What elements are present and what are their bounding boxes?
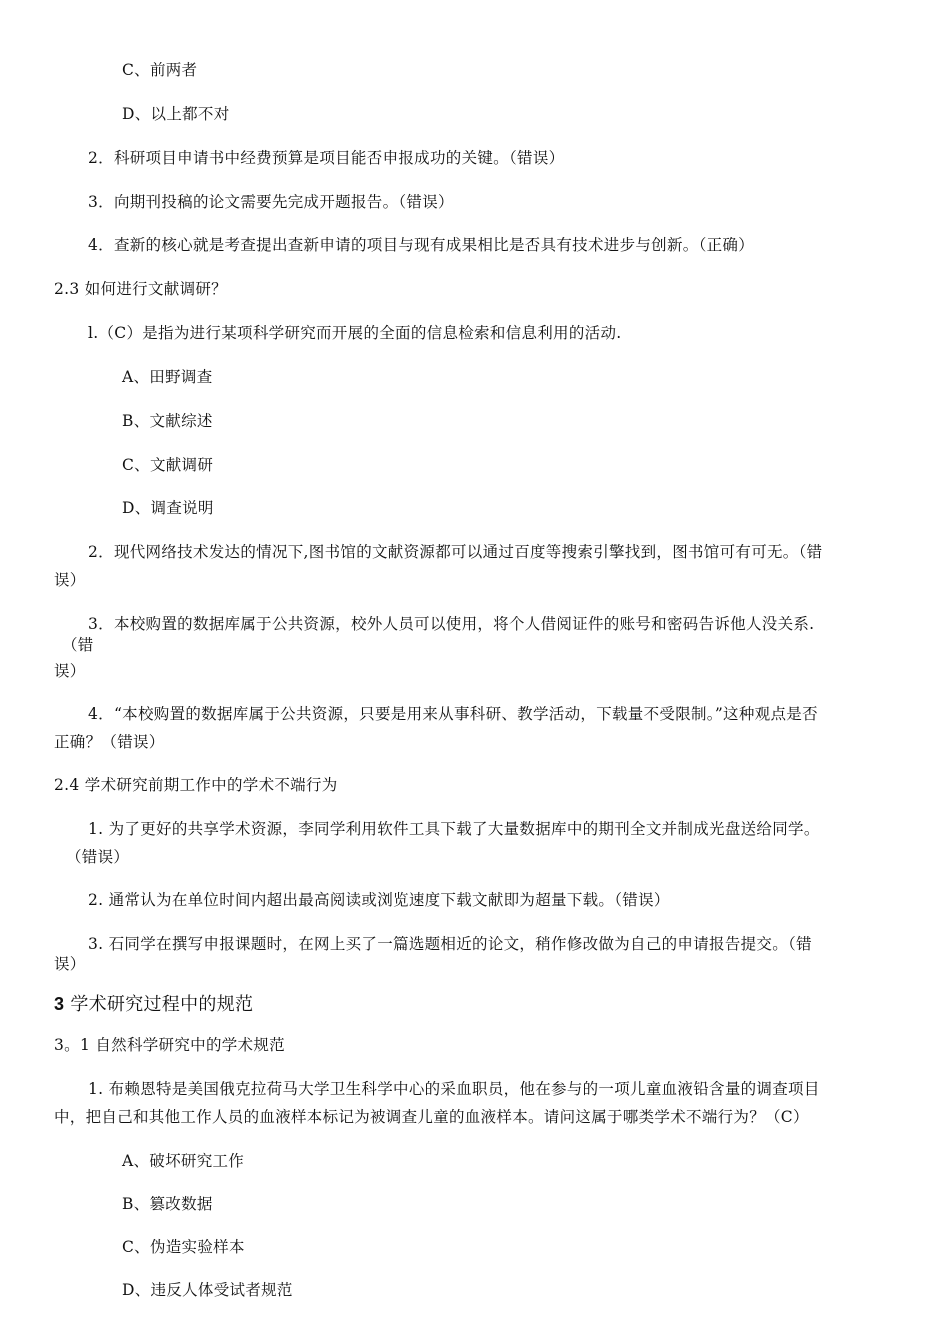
chapter-title: 学术研究过程中的规范 [70,994,254,1015]
option-b-line: B、文献综述 [122,412,213,430]
question-line-continued: 误） [54,662,86,680]
question-line-continued: 误） [54,955,86,973]
question-line: 2．科研项目申请书中经费预算是项目能否申报成功的关键。（错误） [88,149,565,167]
option-b-line: B、篡改数据 [122,1195,213,1213]
question-line-continued: 中，把自己和其他工作人员的血液样本标记为被调查儿童的血液样本。请问这属于哪类学术不端行为？（C） [54,1108,809,1126]
section-heading-2-3: 2.3 如何进行文献调研？ [54,280,227,298]
question-line: 2．现代网络技术发达的情况下,图书馆的文献资源都可以通过百度等搜索引擎找到，图书馆可有可无。（错 [88,543,823,561]
question-line: 4．查新的核心就是考查提出查新申请的项目与现有成果相比是否具有技术进步与创新。（正确） [88,236,755,254]
option-c-line: C、文献调研 [122,456,214,474]
question-line: 3．向期刊投稿的论文需要先完成开题报告。（错误） [88,193,454,211]
option-d-line: D、调查说明 [122,499,214,517]
question-line-continued: 误） [54,571,86,589]
option-a-line: A、破坏研究工作 [122,1152,245,1170]
question-line-continued: 正确？（错误） [54,733,165,751]
option-c-line: C、伪造实验样本 [122,1238,245,1256]
question-line-continued: （错 [62,636,94,654]
section-heading-2-4: 2.4 学术研究前期工作中的学术不端行为 [54,776,338,794]
chapter-heading-3 [54,989,253,1020]
option-d-line: D、以上都不对 [122,105,230,123]
option-c-line: C、前两者 [122,61,198,79]
question-line: 1. 布赖恩特是美国俄克拉荷马大学卫生科学中心的采血职员，他在参与的一项儿童血液铅含量的调查项目 [88,1080,820,1098]
option-d-line: D、违反人体受试者规范 [122,1281,293,1299]
section-heading-3-1: 3。1 自然科学研究中的学术规范 [54,1036,285,1054]
question-line: 3．本校购置的数据库属于公共资源，校外人员可以使用，将个人借阅证件的账号和密码告诉他人没关系. [88,615,815,633]
question-line: 1. 为了更好的共享学术资源，李同学利用软件工具下载了大量数据库中的期刊全文并制成光盘送给同学。 [88,820,820,838]
question-line-continued: （错误） [66,848,130,866]
question-line: 3. 石同学在撰写申报课题时，在网上买了一篇选题相近的论文，稍作修改做为自己的申请报告提交。（错 [88,935,812,953]
question-line: 4．“本校购置的数据库属于公共资源，只要是用来从事科研、教学活动，下载量不受限制。”这种观点是否 [88,705,818,723]
chapter-number: 3 [54,994,65,1014]
question-line: 2. 通常认为在单位时间内超出最高阅读或浏览速度下载文献即为超量下载。（错误） [88,891,670,909]
option-a-line: A、田野调查 [122,368,213,386]
question-line: l.（C）是指为进行某项科学研究而开展的全面的信息检索和信息利用的活动. [88,324,622,342]
